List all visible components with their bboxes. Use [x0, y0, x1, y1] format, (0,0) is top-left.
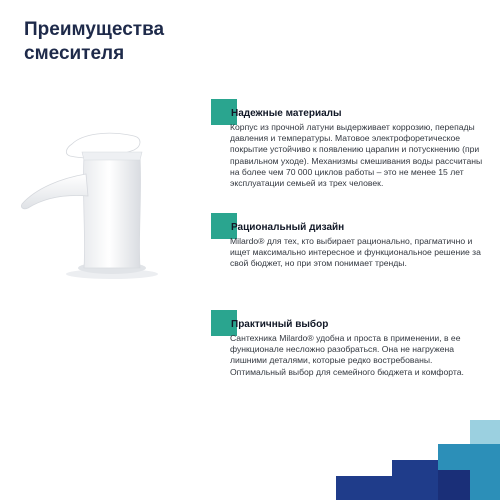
decor-square — [470, 420, 500, 444]
decor-square — [392, 460, 438, 500]
feature-body: Сантехника Milardo® удобна и проста в применении, в ее функционале несложно разобраться. Она не нагружена лишними деталями, которые редко востребованы. Оптимальный выбор для семейного бюджета и комфорта. — [230, 333, 464, 377]
page-title-line-2: смесителя — [24, 43, 125, 64]
feature-heading: Практичный выбор — [231, 319, 329, 330]
page-title — [24, 18, 164, 66]
faucet-illustration — [12, 96, 192, 296]
decor-square — [336, 476, 392, 500]
feature-durable-materials — [211, 99, 491, 189]
feature-heading: Надежные материалы — [231, 108, 342, 119]
decor-square — [438, 470, 470, 500]
feature-body: Корпус из прочной латуни выдерживает коррозию, перепады давления и температуры. Матовое электрофоретическое покрытие устойчиво к появлению царапин и потускнению (при правильном уходе). Механизмы смешивания воды рассчитаны на более чем 70 000 циклов работы – это не менее 15 лет эксплуатации семьей из трех человек. — [230, 122, 483, 189]
feature-practical-choice — [211, 310, 491, 378]
feature-body: Milardo® для тех, кто выбирает рационально, прагматично и ищет максимально интересное и функциональное решение за свой бюджет, но при этом понимает тренды. — [230, 236, 481, 269]
feature-heading: Рациональный дизайн — [231, 222, 345, 233]
feature-rational-design — [211, 213, 491, 270]
page-title-line-1: Преимущества — [24, 19, 165, 40]
